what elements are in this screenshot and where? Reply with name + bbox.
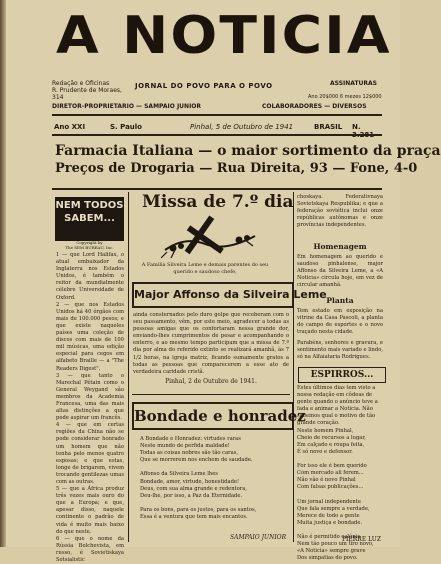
missa-body: ainda consternados pelo duro golpe que receberam com o seu passamento, vêm, por este meio, agradecer a todas as pessoas amigas que os confortaram nessa grande dor, enviando-lhes cumprimentos de pesar e acompanhando o enterro, e ao mesmo tempo participam que a missa de 7.º dia por alma do referido extinto se realizará amanhã, às 7 1/2 horas, na igreja matriz, ficando sumamente gratos a todas as pessoas que comparecerem a esse ato de verdadeira caridade cristã.	[133, 312, 289, 375]
masthead	[52, 4, 392, 92]
column-divider-left	[128, 192, 129, 542]
dateline	[52, 120, 382, 134]
city-label: S. Paulo	[110, 123, 142, 131]
year-label: Ano XXI	[54, 123, 86, 131]
left-column-body: 1 — que Lord Halifax, o atual embaixador da Inglaterra nos Estados Unidos, é também o reitor da mundialmente célebre Universidade de Oxford. 2 — que nos Estados Unidos há 40 órgãos com mais de 100.000 pesos; e que existe naqueles países uma coleção de discos com mais de 100 mil músicas, uma edição especial para cegos em alfabeto Braille — a "The Readers Digest". 3 — que tanto o Marechal Pétain como o General Weygand são membros da Academia Francesa, uma das mais altas distinções a que pode aspirar um francês. 4 — que em certas regiões da China não se pode considerar honrado um homem que não tenha pelo menos quatro esposas; e que estas, longe de brigarem, vivem trocando gentilezas umas com as outras. 5 — que a África produz três vezes mais ouro do que a Europa; e que, apesar disso, naquele continente o padrão de vida é muito mais baixo do que neste. 6 — que o nome da Rússia Bolchevista, em russo, é Sovietiskaya Sotsialistic	[56, 252, 124, 564]
espirros-signature: PIERRE LUZ	[342, 536, 381, 543]
planta-text-block	[297, 308, 383, 336]
right-top-text: choskaya. Federativnaya Sovietskaya Respublika; e que a federação soviética inclui onze repúblicas autônomas e onze províncias independentes.	[297, 194, 383, 229]
collaborators-line: COLABORADORES — DIVERSOS	[262, 103, 367, 110]
pharmacy-ad	[55, 142, 441, 184]
banner-copyright: Copyright by The SEM BUREAU, Inc.	[65, 240, 114, 250]
right-top-text-block	[297, 194, 383, 240]
planta-text: Tem estado em exposição na vitrine da Casa Pascoli, a planta do campo de esportes e o novo traçado nesta cidade.	[297, 308, 383, 336]
header-rule-bottom	[52, 134, 382, 136]
page-edge	[0, 0, 6, 547]
editorial-address: Redação e Oficinas R. Prudente de Moraes, 314	[52, 80, 122, 101]
homenagem-text-block	[297, 254, 383, 290]
bondade-poem: A Bondade e Honradez: virtudes raras Neste mundo de perfida maldade! Todas as coisas nobres são tão caras, Que se morrerem nos enchem de saudade. Affonso da Silveira Leme lhes Bondade, amor, virtude, honestidade! Deus, com sua alma grande e redentora, Deu-lhe, por isso, a Paz da Eternidade. Para os bons, para os justos, para os santos, Essa é a ventura que tem mais encantos.	[140, 436, 257, 521]
country-label: BRASIL	[314, 123, 343, 131]
homenagem-text: Em homenagem ao querido e saudoso pinhalense, major Affonso da Silveira Leme, a «A Noticia» circula hoje, em vez de circular amanhã.	[297, 254, 383, 289]
nem-todos-sabem-text	[56, 252, 124, 564]
missa-text-block	[133, 312, 289, 375]
banner-line-2: SABEM...	[64, 213, 115, 224]
bondade-poem-block	[140, 436, 290, 532]
newspaper-subtitle: JORNAL DO POVO PARA O POVO	[135, 82, 273, 90]
planta-title: Planta	[326, 296, 354, 305]
espirros-text: Estes últimos dias tem visto a nossa redação em côdeas de gente quando o anúncio teve a fada e animar a Noticia. Não sabemos qual o motivo de tão grande coração. Neste homem Pinhal, Cheio de recursos a lugar, Em calçado e roupa feita, É só novo e defensor. For isso ele é bem querido Com mercado ali ferem... Não vão é novo Pinhal Com falsas publicações... Um jornal independente Que fala sempre a verdade, Merece de todo a gente Muita justiça e bondade. Não é permitido calúnia Nem tão pouco um tiro novo, «A Noticia» sempre grave Dos simpatias do povo.	[297, 385, 378, 562]
header-rule-top	[52, 114, 382, 116]
ad-line-1: Farmacia Italiana — o maior sortimento da praça	[55, 143, 441, 159]
issue-number: N.	[352, 123, 361, 131]
subscription-label: ASSINATURAS	[330, 80, 377, 87]
nem-todos-sabem-banner	[55, 197, 124, 241]
missa-title: Missa de 7.º dia	[142, 192, 294, 212]
ad-rule	[52, 188, 382, 190]
cross-with-flowers-icon	[155, 216, 265, 262]
espirros-title: ESPIRROS...	[298, 367, 386, 383]
parabens-text-block	[297, 340, 383, 364]
column-divider-right	[293, 192, 294, 542]
homenagem-title: Homenagem	[313, 242, 367, 251]
newspaper-title: A NOTICIA	[56, 6, 392, 66]
subscription-prices: Ano 20$000 6 mezes 12$000	[308, 94, 382, 100]
missa-signoff: Pinhal, 2 de Outubro de 1941.	[165, 378, 257, 385]
issue-date: Pinhal, 5 de Outubro de 1941	[190, 123, 294, 131]
ad-line-2: Preços de Drogaria — Rua Direita, 93 — Fone, 4-0	[55, 161, 418, 176]
banner-line-1: NEM TODOS	[55, 200, 124, 211]
parabens-text: Parabéns, senhores e gravura, e sentimento mais variado e lindo, só na Alfaiataria Rodrigues.	[297, 340, 383, 361]
director-line: DIRETOR-PROPRIETARIO — SAMPAIO JUNIOR	[52, 103, 202, 110]
bondade-signature: SAMPAIO JUNIOR	[230, 534, 287, 541]
center-rule	[132, 394, 290, 395]
missa-caption: A Familia Silveira Leme e demais parentes do seu querido e saudoso chefe,	[141, 262, 269, 275]
deceased-name: Major Affonso da Silveira Leme	[132, 282, 294, 308]
bondade-title: Bondade e honradez	[132, 402, 294, 430]
missa-signoff-block	[133, 378, 289, 387]
